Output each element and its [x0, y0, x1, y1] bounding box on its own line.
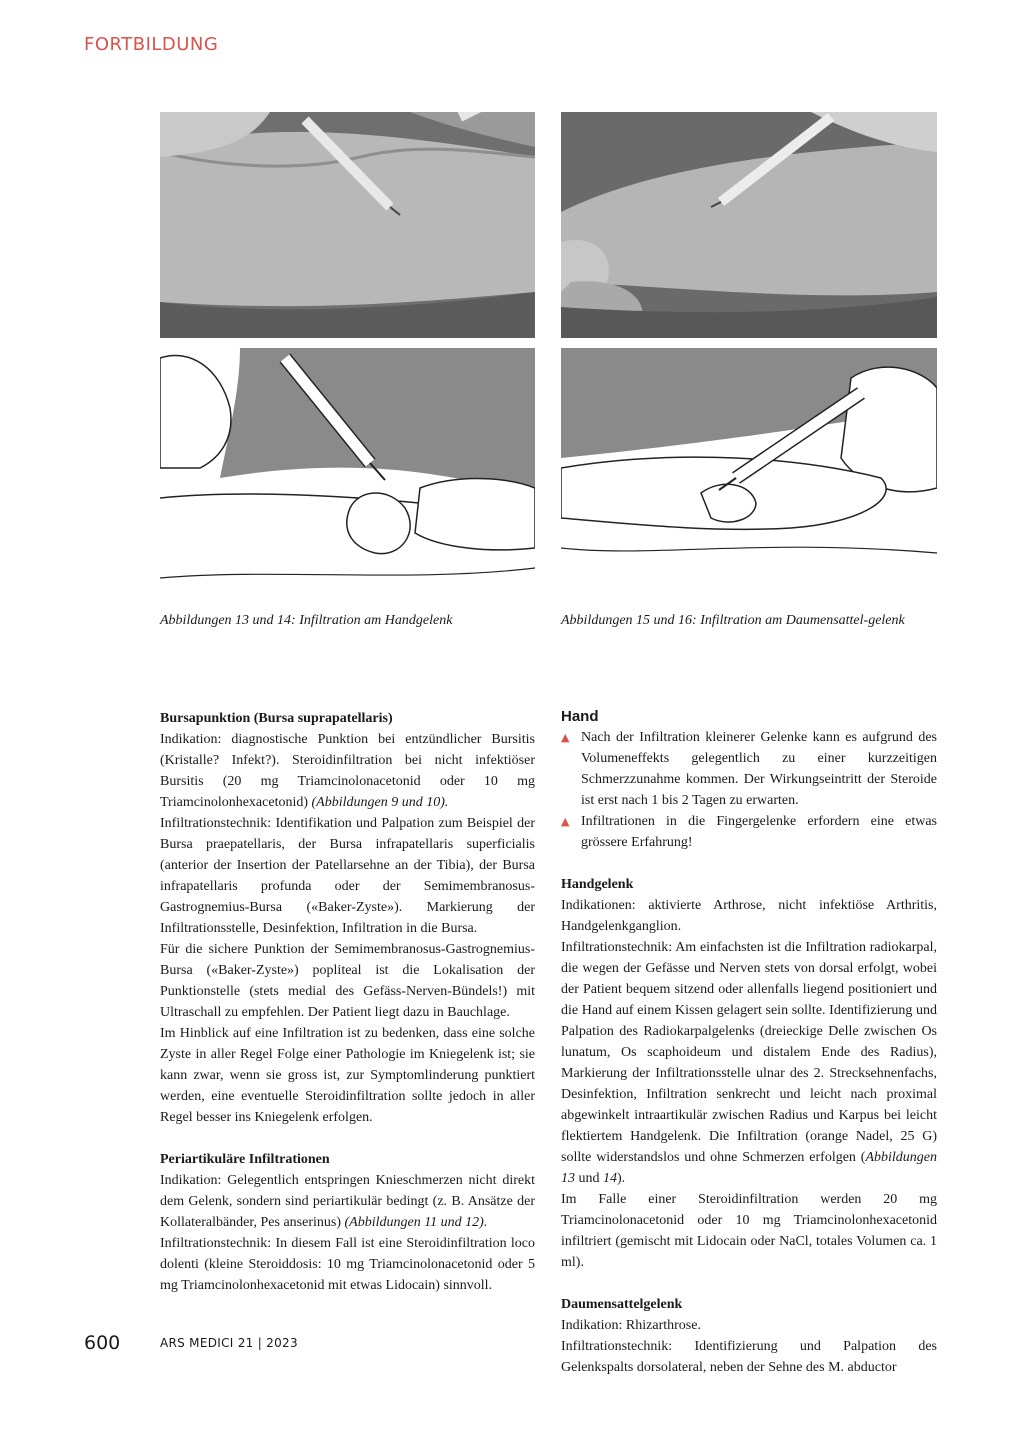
- figure-caption-right: Abbildungen 15 und 16: Infiltration am Daumensattel-gelenk: [561, 613, 905, 628]
- figure-16-drawing: [561, 348, 937, 606]
- heading-hand: Hand: [561, 708, 599, 725]
- paragraph: Infiltrationstechnik: Identifizierung und Palpation des Gelenkspalts dorsolateral, neben der Sehne des M. abductor: [561, 1339, 937, 1375]
- triangle-bullet-icon: ▲: [561, 731, 570, 744]
- paragraph: Infiltrationstechnik: Am einfachsten ist die Infiltration radiokarpal, die wegen der Gefässe und Nerven stets von dorsal erfolgt, wobei der Patient bequem sitzend oder allenfalls liegend positioniert und die Hand auf einem Kissen gelagert sein sollte. Identifizierung und Palpation des Radiokarpalgelenks (dreieckige Delle zwischen Os lunatum, Os scaphoideum und distalem Ende des Radius), Markierung der Infiltrationsstelle ulnar des 2. Strecksehnenfachs, Desinfektion, Infiltration senkrecht und leicht nach proximal abgewinkelt intraartikulär zwischen Radius und Karpus bei leicht flektiertem Handgelenk. Die Infiltration (orange Nadel, 25 G) sollte widerstandslos und ohne Schmerzen erfolgen (Abbildungen 13 und 14).: [561, 940, 937, 1186]
- paragraph: Infiltrationstechnik: In diesem Fall ist eine Steroidinfiltration loco dolenti (kleine Steroiddosis: 10 mg Triamcinolonacetonid oder 5 mg Triamcinolonhexacetonid mit etwas Lidocain) sinnvoll.: [160, 1236, 535, 1293]
- heading-bursapunktion: Bursapunktion (Bursa suprapatellaris): [160, 711, 393, 726]
- paragraph: Im Hinblick auf eine Infiltration ist zu bedenken, dass eine solche Zyste in aller Regel Folge einer Pathologie im Kniegelenk ist; sie kann zwar, wenn sie gross ist, zur Symptomlinderung punktiert werden, eine eventuelle Steroidinfiltration sollte jedoch in aller Regel besser ins Kniegelenk erfolgen.: [160, 1026, 535, 1125]
- paragraph: Indikationen: aktivierte Arthrose, nicht infektiöse Arthritis, Handgelenkganglion.: [561, 898, 937, 934]
- paragraph: Für die sichere Punktion der Semimembranosus-Gastrognemius-Bursa («Baker-Zyste») popliteal ist die Lokalisation der Punktionstelle (stets medial des Gefäss-Nerven-Bündels!) mit Ultraschall zu empfehlen. Der Patient liegt dazu in Bauchlage.: [160, 942, 535, 1020]
- figure-13-photo: [160, 112, 535, 338]
- heading-daumensattelgelenk: Daumensattelgelenk: [561, 1297, 683, 1312]
- paragraph: Infiltrationstechnik: Identifikation und Palpation zum Beispiel der Bursa praepatellaris, der Bursa infrapatellaris superficialis (anterior der Insertion der Patellarsehne an der Tibia), der Bursa infrapatellaris profunda oder der Semimembranosus-Gastrognemius-Bursa («Baker-Zyste»). Markierung der Infiltrationsstelle, Desinfektion, Infiltration in die Bursa.: [160, 816, 535, 936]
- figure-caption-left: Abbildungen 13 und 14: Infiltration am Handgelenk: [160, 613, 453, 628]
- heading-periartikulaere: Periartikuläre Infiltrationen: [160, 1152, 330, 1167]
- figure-15-photo: [561, 112, 937, 338]
- bullet-list: [561, 727, 937, 853]
- figure-14-drawing: [160, 348, 535, 606]
- paragraph: Indikation: diagnostische Punktion bei entzündlicher Bursitis (Kristalle? Infekt?). Steroidinfiltration bei nicht infektiöser Bursitis (20 mg Triamcinolonacetonid oder 10 mg Triamcinolonhexacetonid) (Abbildungen 9 und 10).: [160, 732, 535, 810]
- paragraph: Im Falle einer Steroidinfiltration werden 20 mg Triamcinolonacetonid oder 10 mg Triamcinolonhexacetonid infiltriert (gemischt mit Lidocain oder NaCl, totales Volumen ca. 1 ml).: [561, 1192, 937, 1270]
- paragraph: Indikation: Gelegentlich entspringen Knieschmerzen nicht direkt dem Gelenk, sondern sind periartikulär bedingt (z. B. Ansätze der Kollateralbänder, Pes anserinus) (Abbildungen 11 und 12).: [160, 1173, 535, 1230]
- section-label: FORTBILDUNG: [84, 34, 219, 55]
- journal-name: ARS MEDICI 21 | 2023: [160, 1336, 298, 1350]
- triangle-bullet-icon: ▲: [561, 815, 570, 828]
- bullet-item: ▲ Nach der Infiltration kleinerer Gelenke kann es aufgrund des Volumeneffekts gelegentlich zu einer kurzzeitigen Schmerzzunahme kommen. Der Wirkungseintritt der Steroide ist erst nach 1 bis 2 Tagen zu erwarten.: [561, 727, 937, 811]
- left-column: [160, 708, 535, 1296]
- right-column: [561, 706, 937, 1378]
- heading-handgelenk: Handgelenk: [561, 877, 634, 892]
- paragraph: Indikation: Rhizarthrose.: [561, 1318, 701, 1333]
- bullet-item: ▲ Infiltrationen in die Fingergelenke erfordern eine etwas grössere Erfahrung!: [561, 811, 937, 853]
- page-number: 600: [84, 1332, 121, 1354]
